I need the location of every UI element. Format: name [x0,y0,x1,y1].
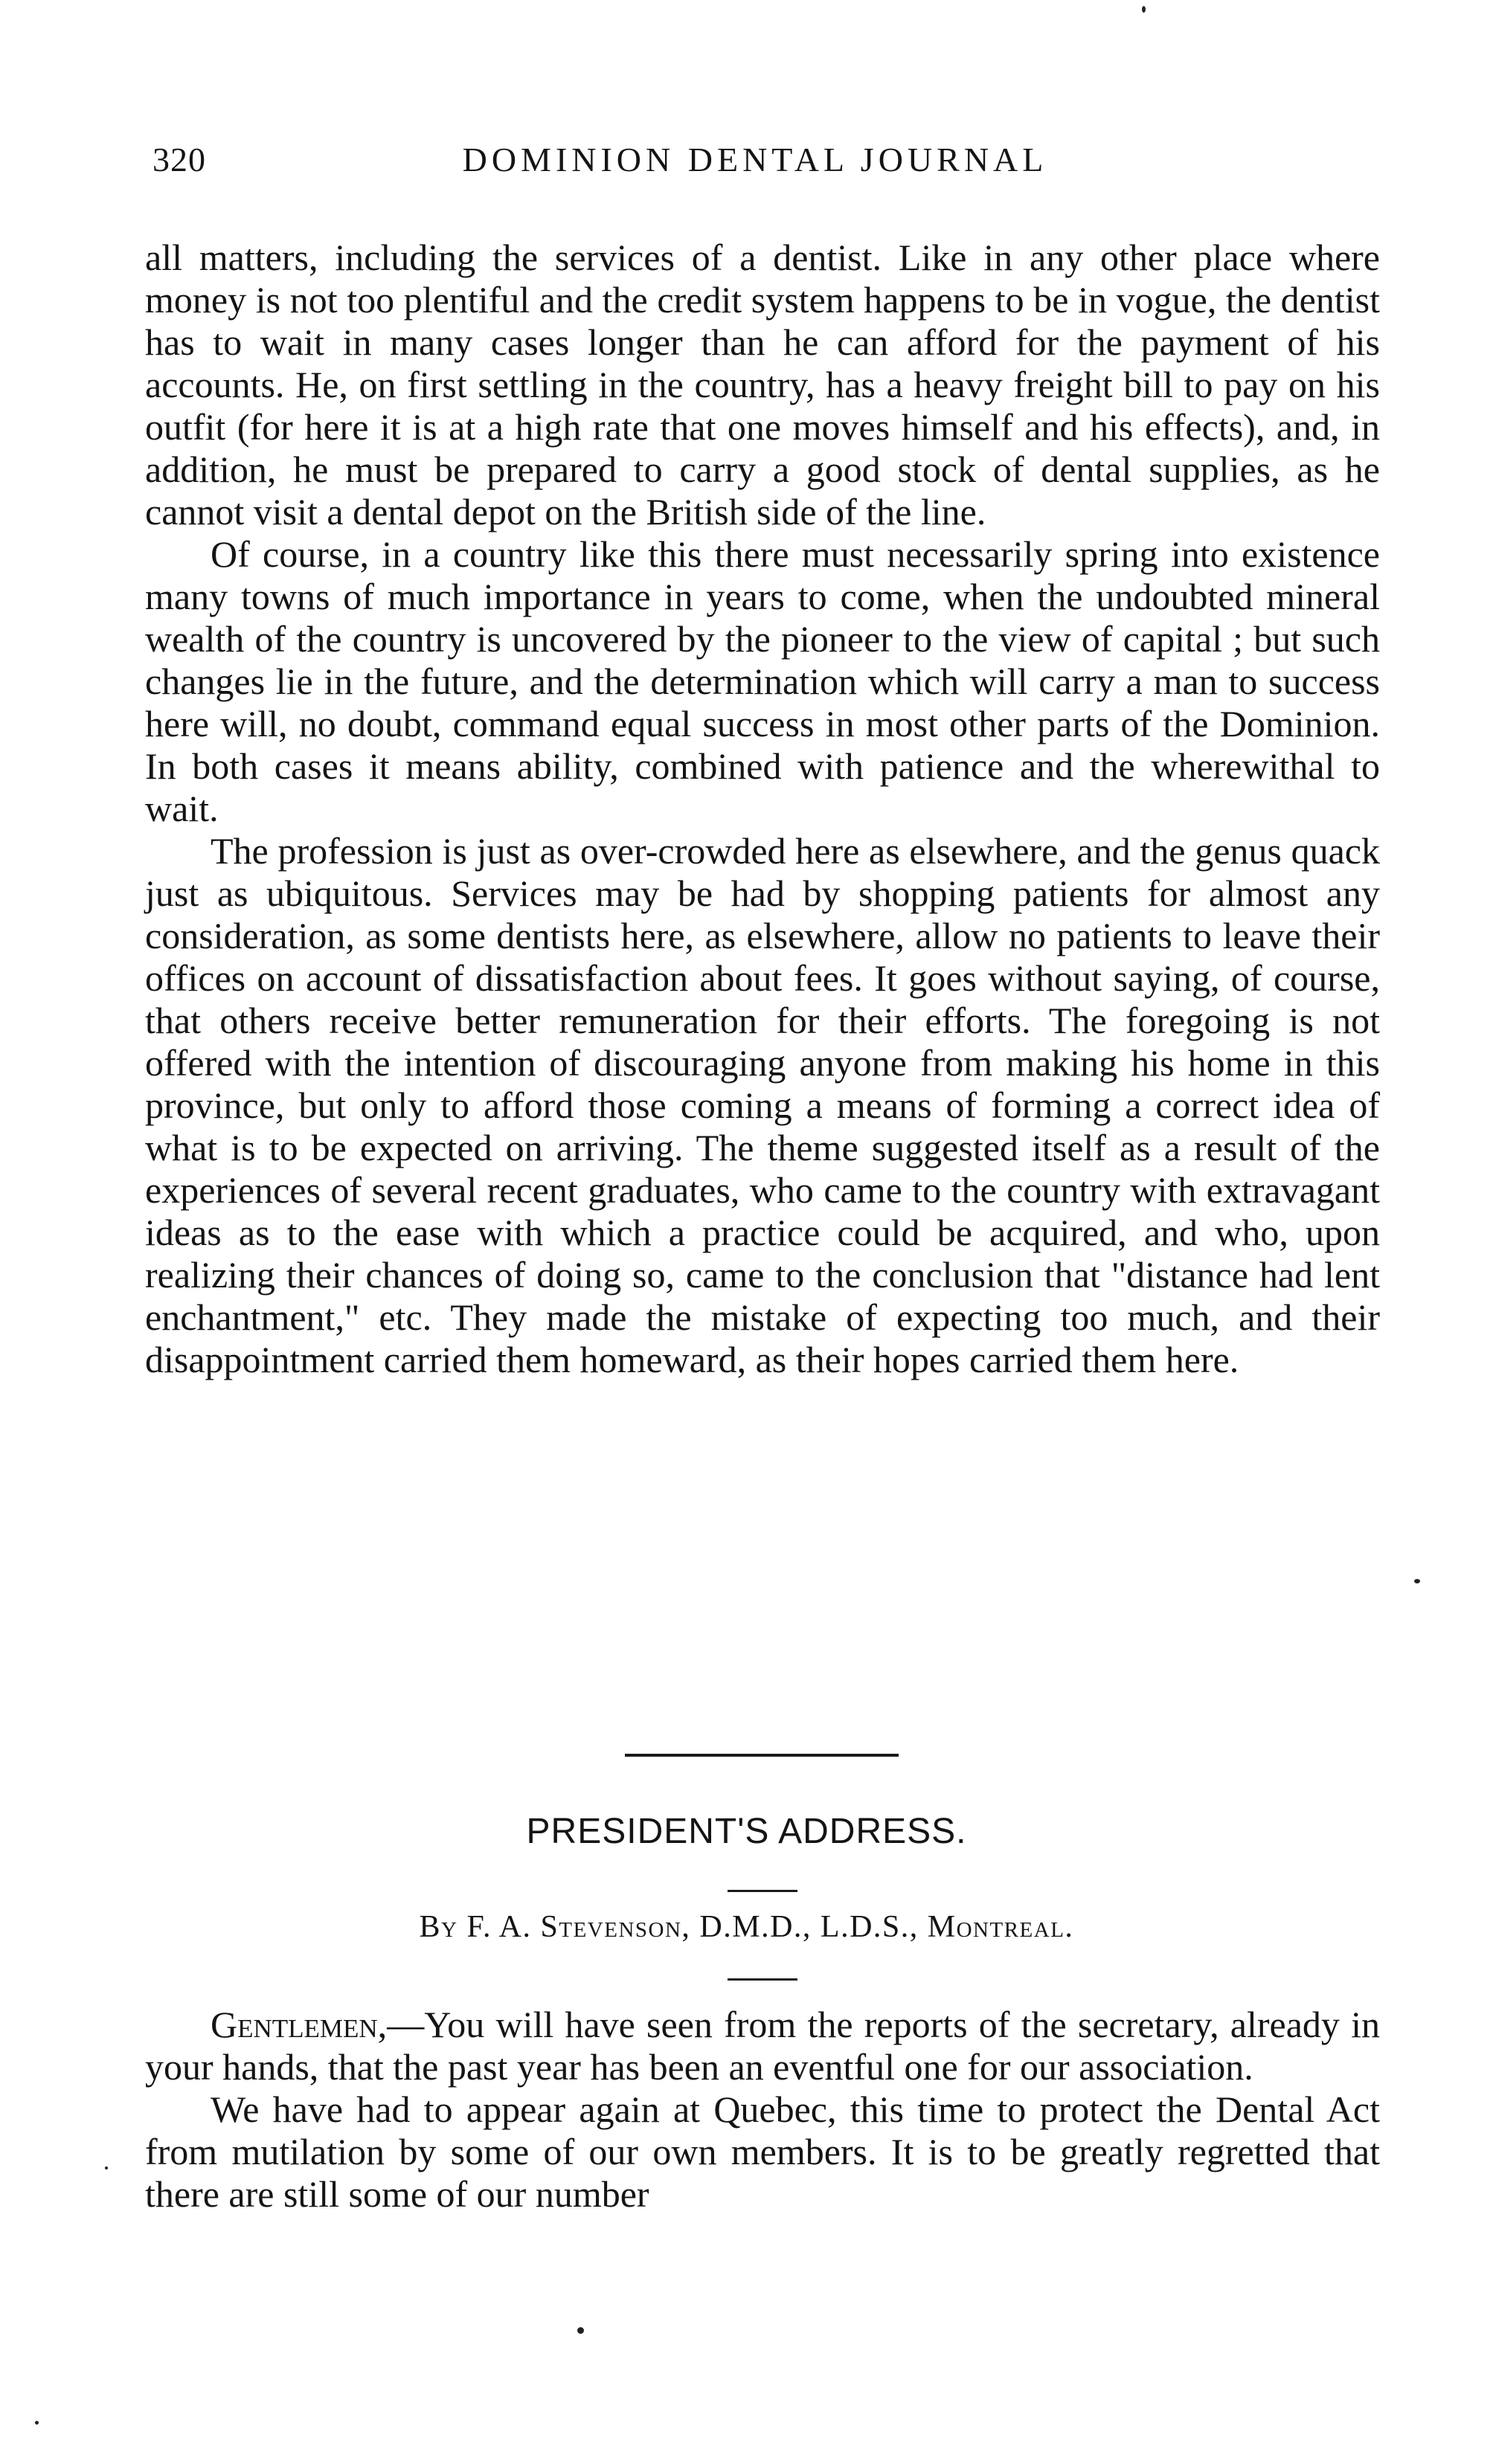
page-number: 320 [152,141,206,178]
print-speck [105,2167,108,2169]
address-body [145,2004,1380,2216]
print-speck [35,2421,39,2425]
paragraph: Of course, in a country like this there must necessarily spring into existence many towns of much importance in years to come, when the undoubted mineral wealth of the country is uncovered by the pioneer to the view of capital ; but such changes lie in the future, and the determination which will carry a man to success here will, no doubt, command equal success in most other parts of the Dominion. In both cases it means ability, combined with patience and the wherewithal to wait. [145,533,1380,829]
section-divider [625,1754,899,1757]
article-byline: By F. A. Stevenson, D.M.D., L.D.S., Montreal. [419,1910,1074,1944]
title-rule [728,1890,797,1892]
journal-title: DOMINION DENTAL JOURNAL [462,141,1048,178]
print-speck [1414,1579,1420,1583]
salutation: Gentlemen, [211,2004,388,2045]
paragraph-text: —You will have seen from the reports of the secretary, already in your hands, that the past year has been an eventful one for our association. [145,2004,1380,2088]
print-speck [577,2327,584,2334]
running-head [152,140,1402,192]
byline-rule [728,1978,797,1981]
paragraph: We have had to appear again at Quebec, this time to protect the Dental Act from mutilation by some of our own members. It is to be greatly regretted that there are still some of our number [145,2088,1380,2215]
paragraph: all matters, including the services of a dentist. Like in any other place where money is not too plentiful and the credit system happens to be in vogue, the dentist has to wait in many cases longer than he can afford for the payment of his accounts. He, on first settling in the country, has a heavy freight bill to pay on his outfit (for here it is at a high rate that one moves himself and his effects), and, in addition, he must be prepared to carry a good stock of dental supplies, as he cannot visit a dental depot on the British side of the line. [145,237,1380,533]
paragraph: The profession is just as over-crowded here as elsewhere, and the genus quack just as ubiquitous. Services may be had by shopping patients for almost any consideration, as some dentists here, as elsewhere, allow no patients to leave their offices on account of dissatisfaction about fees. It goes without saying, of course, that others receive better remuneration for their efforts. The foregoing is not offered with the intention of discouraging anyone from making his home in this province, but only to afford those coming a means of forming a correct idea of what is to be expected on arriving. The theme suggested itself as a result of the experiences of several recent graduates, who came to the country with extravagant ideas as to the ease with which a practice could be acquired, and who, upon realizing their chances of doing so, came to the conclusion that "distance had lent enchantment," etc. They made the mistake of expecting too much, and their disappointment carried them homeward, as their hopes carried them here. [145,830,1380,1380]
article-title: PRESIDENT'S ADDRESS. [526,1812,967,1851]
print-speck [1142,6,1146,13]
paragraph [145,2004,1380,2088]
article-continuation [145,237,1380,1381]
